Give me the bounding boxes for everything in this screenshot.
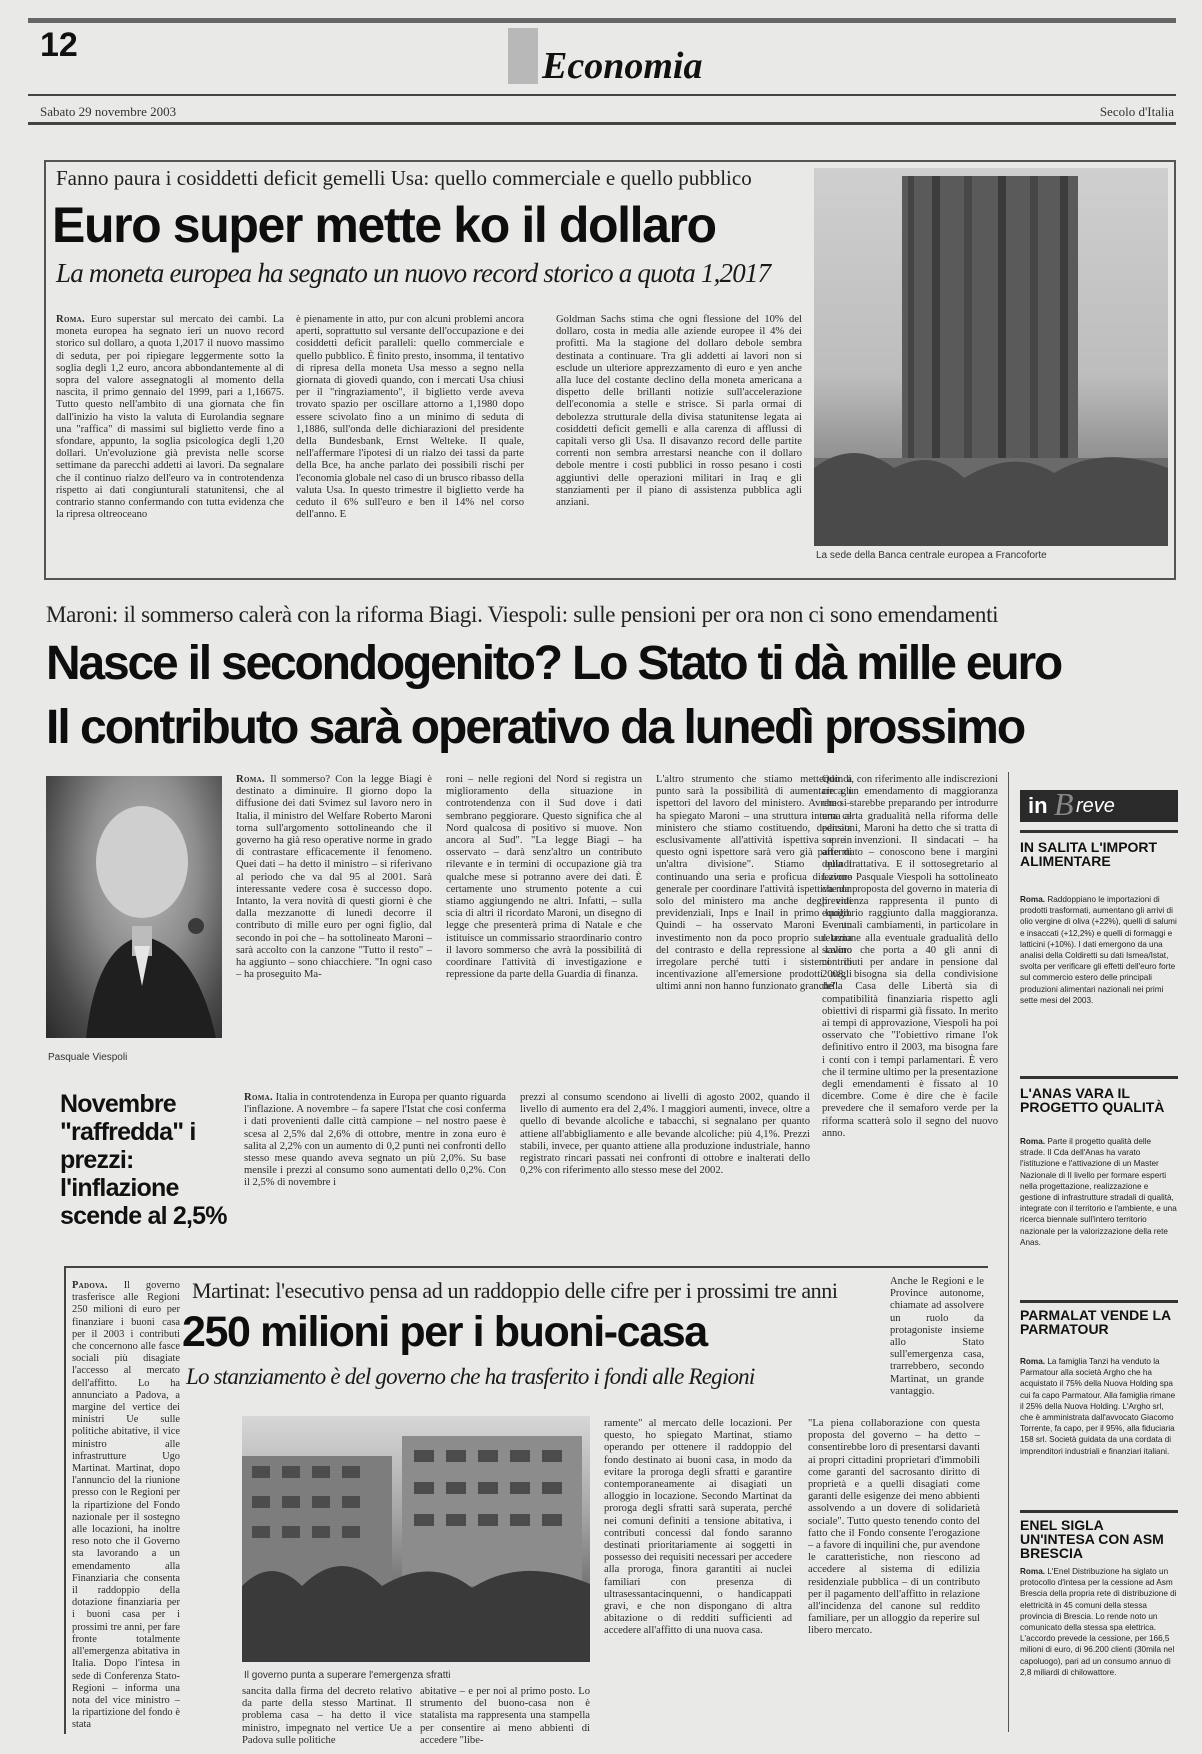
- section-title: Economia: [542, 45, 703, 87]
- brief-1-text: [1020, 894, 1178, 1068]
- housing-photo: [242, 1416, 590, 1662]
- brief-4-rule: [1020, 1510, 1178, 1513]
- viespoli-portrait: [46, 776, 222, 1038]
- brief-3-dateline: Roma.: [1020, 1357, 1046, 1366]
- story1-column-1: [56, 314, 284, 572]
- story2-text-4: Quindi, con riferimento alle indiscrezioni circa un emendamento di maggioranza che si starebbe preparando per introdurre una certa gradualità nella riforma delle pensioni, Maroni ha detto che si tratta di sopre invenzioni. Il sindacati – ha affermato – conoscono bene i margini della trattativa. E il sottosegretario al Lavoro Pasquale Viespoli ha sottolineato che da proposta del governo in materia di previdenza rappresenta il punto di equilibrio raggiunto dalla maggioranza. Eventuali cambiamenti, in particolare in relazione alla eventuale gradualità dello scalino che porta a 40 gli anni di contributi per andare in pensione dal 2008, bisogna sia della condivisione della Casa delle Libertà sia di compatibilità finanziaria rispetto agli obiettivi di risparmi già fissato. In merito ai tempi di approvazione, Viespoli ha poi osservato che "l'obiettivo rimane l'ok definitivo entro il 2003, ma bisogna fare i conti con i tempi parlamentari. È vero che il termine ultimo per la presentazione degli emendamenti è fissato al 10 dicembre. Come è dire che è facile prevedere che il semaforo verde per la riforma scatterà solo il segno del nuovo anno.: [822, 774, 998, 1139]
- story4-text-3: abitative – e per noi al primo posto. Lo strumento del buono-casa non è statalista ma rappresenta una stampella per consentire ai meno abbienti di accedere "libe-: [420, 1686, 590, 1746]
- brief-1-body: Raddoppiano le importazioni di prodotti trasformati, aumentano gli arrivi di olio vergine di oliva (+22%), quelli di salumi e insaccati (+12,2%) e quelli di formaggi e latticini (+10%). I dati emergono da una analisi della Coldiretti su dati Ismea/Istat, svolta per verificare gli effetti dell'euro forte sul commercio estero delle principali produzioni alimentari nazionali nei primi sette mesi del 2003.: [1020, 895, 1177, 1005]
- brief-2-headline: L'ANAS VARA IL PROGETTO QUALITÀ: [1020, 1085, 1165, 1115]
- story2-dateline: Roma.: [236, 774, 265, 785]
- brief-2-dateline: Roma.: [1020, 1137, 1046, 1146]
- page-number: 12: [40, 26, 78, 64]
- brief-2-body: Parte il progetto qualità delle strade. Il Cda dell'Anas ha varato l'istituzione e l'attivazione di un Master Nazionale di II livello per formare esperti nella progettazione, realizzazione e gestione di infrastrutture stradali di qualità, integrate con il territorio e l'ambiente, e una ricerca biennale sull'intero territorio nazionale per la valorizzazione della rete Anas.: [1020, 1137, 1177, 1247]
- story2-text-1: Il sommerso? Con la legge Biagi è destinato a diminuire. Il giorno dopo la diffusione dei dati Svimez sul lavoro nero in Italia, il ministro del Welfare Roberto Maroni torna sull'argomento sottolineando che il governo ha già reso operative norme in grado di contrastare efficacemente il fenomeno. Quei dati – ha detto il ministro – si riferivano al periodo che va dal 95 al 2001. Sarà interessante vedere cosa è successo dopo. Intanto, la vera novità di questi giorni è che dalla mezzanotte di lunedì decorre il contributo di mille euro per ogni figlio, dal secondo in poi che – ha sottolineato Maroni – sarà accolto con la canzone "Tutto il resto" – ha aggiunto – sono chiacchiere. "In ogni caso – ha proseguito Ma-: [236, 774, 432, 981]
- story2-column-4: [822, 774, 998, 1244]
- story1-subhead: La moneta europea ha segnato un nuovo record storico a quota 1,2017: [56, 258, 771, 288]
- in-breve-title-in: in: [1028, 793, 1048, 818]
- story1-text-3: Goldman Sachs stima che ogni flessione del 10% del dollaro, costa in media alle aziende europee il 4% dei profitti. Ma la stagione del dollaro debole sembra destinata a continuare. Tra gli addetti ai lavori non si esclude un ulteriore apprezzamento di euro e yen anche alla luce del costante declino della moneta americana a dispetto delle brillanti notizie sull'accelerazione dell'economia a stelle e strisce. Si parla ormai di debolezza strutturale della divisa statunitense legata ai cosiddetti deficit gemelli e alla carenza di afflussi di capitali verso gli Usa. Il disavanzo record delle partite correnti non sembra arrestarsi neanche con il dollaro debole mentre i costi pubblici in rosso pesano i costi aggiuntivi delle operazioni militari in Iraq e gli stanziamenti per il piano di assistenza pubblica agli anziani.: [556, 314, 802, 509]
- ecb-tower-photo: [814, 168, 1168, 546]
- story4-column-5: [808, 1418, 980, 1736]
- issue-date: Sabato 29 novembre 2003: [40, 104, 177, 119]
- story4-dateline: Padova.: [72, 1280, 108, 1291]
- brief-1-rule: [1020, 830, 1178, 833]
- ecb-tower-illustration: [814, 168, 1168, 546]
- story1-kicker: Fanno paura i cosiddetti deficit gemelli Usa: quello commerciale e quello pubblico: [56, 166, 752, 190]
- header-rule-bottom: [28, 122, 1176, 125]
- story4-top-rule: [64, 1266, 988, 1268]
- brief-2-text: [1020, 1136, 1178, 1296]
- story4-column-3: [420, 1686, 590, 1746]
- story1-column-2: [296, 314, 524, 572]
- brief-4-body: L'Enel Distribuzione ha siglato un protocollo d'intesa per la cessione ad Asm Brescia della propria rete di distribuzione di elettricità in 45 comuni della stessa provincia di Brescia. Lo rende noto un comunicato della stessa spa elettrica. L'accordo prevede la cessione, per 166,5 milioni di euro, di 96.200 clienti (30mila nel capoluogo), pari ad un consumo annuo di 2,8 miliardi di chilowattore.: [1020, 1567, 1177, 1677]
- story2-headline-2: Il contributo sarà operativo da lunedì prossimo: [46, 701, 1025, 754]
- story4-column-1: [72, 1280, 180, 1734]
- brief-3-rule: [1020, 1300, 1178, 1303]
- story4-left-rule: [64, 1268, 66, 1734]
- top-rule: [28, 18, 1176, 23]
- brief-1-headline: IN SALITA L'IMPORT ALIMENTARE: [1020, 839, 1158, 869]
- newspaper-name: Secolo d'Italia: [1099, 104, 1174, 119]
- story3-column-1: [244, 1092, 506, 1232]
- story1-text-1: Euro superstar sul mercato dei cambi. La moneta europea ha segnato ieri un nuovo record storico sul dollaro, a quota 1,2017 il nuovo massimo di seduta, per poi ripiegare leggermente sotto la soglia degli 1,2 euro, ancora abbondantemente al di sopra del valore assegnatogli al momento della nascita, il primo gennaio del 1999, pari a 1,16675. Tutto questo nell'ambito di una giornata che fin dall'inizio ha visto la valuta di Eurolandia segnare una "raffica" di massimi sul biglietto verde fino a sfondare, appunto, la soglia psicologica degli 1,20 dollari. Un'evoluzione già prevista nelle scorse settimane da parecchi addetti ai lavori. Da segnalare che il continuo rialzo dell'euro va in controtendenza rispetto ai dati congiunturali statunitensi, che al contrario stanno confermando con tutta evidenza che la ripresa oltreoceano: [56, 314, 284, 521]
- story4-text-2: sancita dalla firma del decreto relativo da parte della stesso Martinat. Il problema casa – ha detto il vice ministro, impegnato nel vertice Ue a Padova sulle politiche: [242, 1686, 412, 1746]
- story1-photo-caption: La sede della Banca centrale europea a Francoforte: [816, 550, 1047, 561]
- story3-column-2: [520, 1092, 810, 1232]
- story4-photo-caption: Il governo punta a superare l'emergenza sfratti: [244, 1670, 451, 1681]
- story1-column-3: [556, 314, 802, 572]
- viespoli-illustration: [46, 776, 222, 1038]
- story4-headline: 250 milioni per i buoni-casa: [182, 1308, 707, 1356]
- story4-side-text: Anche le Regioni e le Province autonome, chiamate ad assolvere un ruolo da protagoniste insieme allo Stato sull'emergenza casa, trarrebbero, secondo Martinat, un grande vantaggio.: [890, 1276, 984, 1397]
- story4-text-1: Il governo trasferisce alle Regioni 250 milioni di euro per finanziare i buoni casa per il 2003 i contributi che concernono alle fasce sociali più disagiate l'accesso al mercato dell'affitto. Lo ha annunciato a Padova, a margine del vertice dei ministri Ue sulle politiche abitative, il vice ministro alle infrastrutture Ugo Martinat. Martinat, dopo l'annuncio del la riunione presso con le Regioni per la ripartizione del Fondo nazionale per il sostegno alle locazioni, ha inoltre reso noto che il Governo sta lavorando a un emendamento alla Finanziaria che consenta il raddoppio della dotazione finanziaria per i buoni casa per i prossimi tre anni, per fare fronte totalmente all'emergenza abitativa in Italia. Dopo l'intesa in sede di Conferenza Stato-Regioni – informa una nota del vice ministro – la ripartizione del fondo è stata: [72, 1280, 180, 1731]
- story3-text-2: prezzi al consumo scendono ai livelli di agosto 2002, quando il livello di aumento era del 2,4%. I maggiori aumenti, invece, oltre a quello di bevande alcoliche e tabacchi, si segnalano per quanto attiene all'abbigliamento e alle bevande alcoliche: più 4,1%. Prezzi stabili, invece, per quanto attiene alla produzione industriale, hanno registrato rincari passati nei confronti di ottobre e inalterati dello 0,2% con riferimento allo stesso mese del 2002.: [520, 1092, 810, 1177]
- story2-kicker: Maroni: il sommerso calerà con la riforma Biagi. Viespoli: sulle pensioni per ora non ci sono emendamenti: [46, 602, 999, 627]
- brief-1-dateline: Roma.: [1020, 895, 1046, 904]
- story2-column-1: [236, 774, 432, 1064]
- story4-text-4: ramente" al mercato delle locazioni. Per questo, ho spiegato Martinat, stiamo operando per ottenere il raddoppio del fondo destinato ai buoni casa, in modo da evitare la proroga degli sfratti e garantire contemporaneamente ai disagiati un alloggio in locazione. Secondo Martinat da proroga degli sfratti sarà superata, perché nei comuni definiti a tensione abitativa, i contributi concessi dal fondo saranno destinati prioritariamente ai soggetti in possesso dei requisiti necessari per accedere alla proroga, finora garantiti ai nuclei familiari con presenza di ultrasessantacinquenni, o handicappati gravi, e che non dispongano di altra abitazione o di redditi sufficienti ad accedere all'affitto di una nuova casa.: [604, 1418, 792, 1637]
- story2-photo-caption: Pasquale Viespoli: [48, 1052, 128, 1063]
- in-breve-divider: [1008, 772, 1009, 1732]
- story1-headline: Euro super mette ko il dollaro: [52, 197, 716, 253]
- section-initial-block: [508, 28, 538, 84]
- story1-dateline: Roma.: [56, 314, 85, 325]
- story3-headline: Novembre "raffredda" i prezzi: l'inflazione scende al 2,5%: [60, 1090, 227, 1230]
- in-breve-title-rest: reve: [1076, 795, 1115, 817]
- story2-text-2: roni – nelle regioni del Nord si registra un miglioramento della situazione in controtendenza con il Sud dove i dati sembrano peggiorare. Questo significa che al Nord qualcosa di positivo si muove. Non ancora al Sud". "La legge Biagi – ha osservato – darà senz'altro un contributo rilevante e in termini di occupazione già tra qualche mese si potranno avere dei dati. È certamente uno strumento potente a cui stiamo aggiungendo ne altri. Infatti, – sulla scia di altri il ricordato Maroni, un disegno di legge che presenterà prima di Natale e che istituisce un commissario straordinario contro il lavoro sommerso che avrà la possibilità di coordinare l'attività di investigazione e repressione da parte della Guardia di finanza.: [446, 774, 642, 981]
- story2-column-2: [446, 774, 642, 1064]
- in-breve-title-b: B: [1054, 786, 1074, 822]
- story4-kicker: Martinat: l'esecutivo pensa ad un raddoppio delle cifre per i prossimi tre anni: [192, 1278, 838, 1303]
- story3-text-1: Italia in controtendenza in Europa per quanto riguarda l'inflazione. A novembre – fa sapere l'Istat che cosi conferma i dati provenienti dalle città campione – nel nostro paese è scesa al 2,5% dal 2,6% di ottobre, mentre in zona euro è salita al 2,2% con un aumento di 0,2 punti nei confronti dello stesso mese quando aveva segnato un più 2,0%. Su base mensile i prezzi al consumo sono aumentati dello 0,2%. Con il 2,5% di novembre i: [244, 1092, 507, 1189]
- story2-headline-1: Nasce il secondogenito? Lo Stato ti dà mille euro: [46, 637, 1062, 690]
- header-rule: [28, 94, 1176, 96]
- in-breve-header: [1020, 786, 1178, 822]
- story4-column-4: [604, 1418, 792, 1736]
- story1-text-2: è pienamente in atto, pur con alcuni problemi ancora aperti, soprattutto sul versante dell'occupazione e dei cosiddetti deficit paralleli: quello commerciale e quello pubblico. È finito presto, insomma, il tentativo di ripresa della moneta Usa messo a segno nella giornata di giovedì quando, con i mercati Usa chiusi per il "ringraziamento", il biglietto verde aveva trovato spazio per oscillare attorno a 1,1980 dopo essere scivolato fino a un minimo di seduta di 1,1886, sull'onda delle dichiarazioni del presidente della Bundesbank, Ernst Welteke. Il quale, nell'affermare l'ipotesi di un rialzo dei tassi da parte della Bce, ha anche parlato dei possibili rischi per l'economia globale nel caso di un brusco ribasso della valuta Usa. In questo trimestre il biglietto verde ha ceduto il 6% sull'euro e ben il 14% nel corso dell'anno. E: [296, 314, 524, 521]
- brief-4-dateline: Roma.: [1020, 1567, 1046, 1576]
- story3-dateline: Roma.: [244, 1092, 273, 1103]
- story4-column-2: [242, 1686, 412, 1746]
- story2-text-3: L'altro strumento che stiamo mettendo a punto sarà la possibilità di aumentare gli ispettori del lavoro del ministero. Avremo – ha spiegato Maroni – una struttura interna al ministero che stiamo costituendo, dedicata esclusivamente all'attività ispettiva e in questo ogni ispettore sarà vero già parte di un'altra divisione". Stiamo quindi continuando una seria e proficua direzione generale per coordinare l'attività ispettiva non solo del ministero ma anche degli enti previdenziali, Inps e Inail in primo luogo. Quindi – ha osservato Maroni – un investimento non da poco proprio sul tema del contrasto e della repressione al lavoro irregolare perché tutti i sistemi di incentivazione all'emersione prodotti negli ultimi anni non hanno funzionato granché".: [656, 774, 852, 993]
- story4-text-5: "La piena collaborazione con questa proposta del governo – ha detto – consentirebbe loro di presentarsi davanti ai propri cittadini proprietari d'immobili come garanti del sacrosanto diritto di proprietà e a quelli disagiati come garanti delle esigenze dei meno abbienti assolvendo a un dovere di solidarietà sociale". Tutto questo tenendo conto del fatto che il Fondo consente l'erogazione – a favore di inquilini che, pur avendone le caratteristiche, non riescono ad accedere al sistema di edilizia residenziale pubblica – di un contributo per il pagamento dell'affitto in relazione all'incidenza del canone sul reddito familiare, per un alloggio da reperire sul libero mercato.: [808, 1418, 980, 1637]
- brief-4-text: [1020, 1566, 1178, 1736]
- brief-2-rule: [1020, 1076, 1178, 1079]
- housing-illustration: [242, 1416, 590, 1662]
- brief-3-body: La famiglia Tanzi ha venduto la Parmatour alla società Argho che ha acquistato il 75% della Nuova Holding spa cui fa capo Parmatour. Alla famiglia rimane il 25% della Nuova Holding. L'Argho srl, che è amministrata dall'avvocato Giacomo Torrente, fa capo, per il 95%, alla fiduciaria 158 srl. Società guidata da una cordata di imprenditori industriali e finanziari italiani.: [1020, 1357, 1176, 1456]
- story4-subhead: Lo stanziamento è del governo che ha trasferito i fondi alle Regioni: [186, 1364, 755, 1389]
- brief-4-headline: ENEL SIGLA UN'INTESA CON ASM BRESCIA: [1020, 1517, 1164, 1561]
- brief-3-headline: PARMALAT VENDE LA PARMATOUR: [1020, 1307, 1171, 1337]
- brief-3-text: [1020, 1356, 1178, 1506]
- story4-side-column: [890, 1276, 984, 1436]
